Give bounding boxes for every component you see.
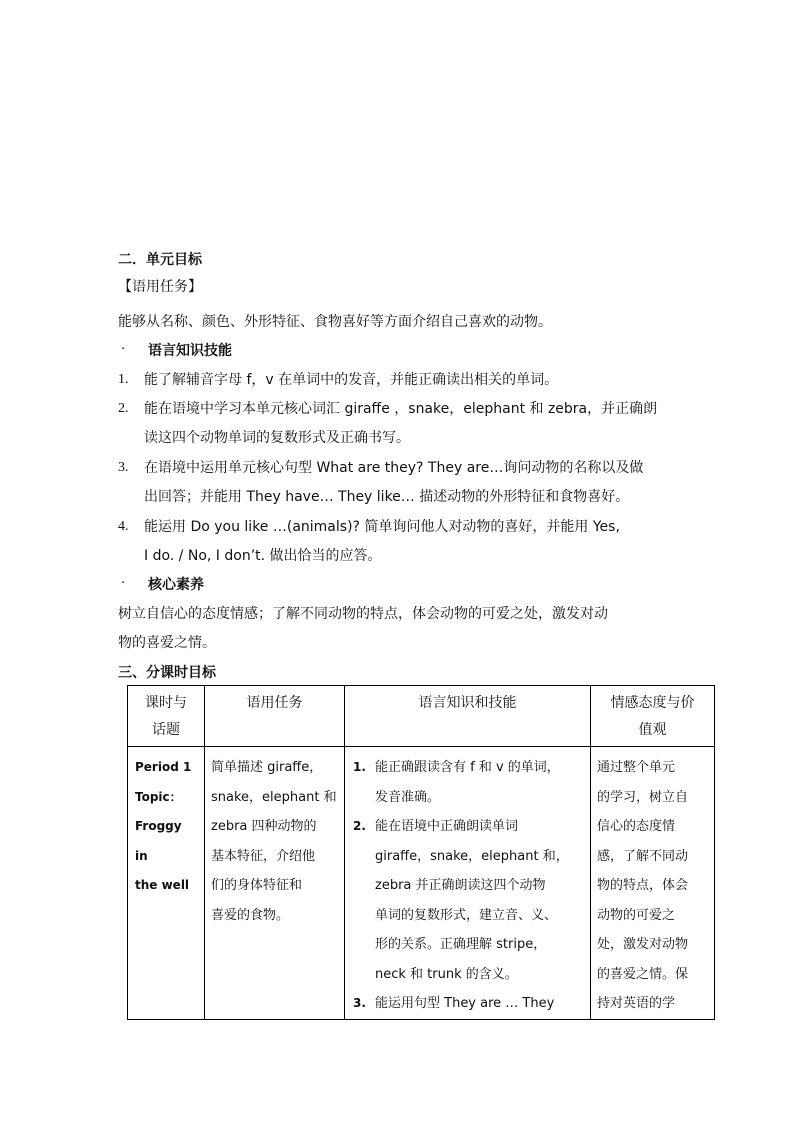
item-number: 1. xyxy=(118,372,129,387)
cell-line: Period 1 xyxy=(135,760,192,774)
item-number: 2. xyxy=(118,401,129,416)
item-line: I do. / No, I don’t. 做出恰当的应答。 xyxy=(144,548,382,564)
cell-line: 形的关系。正确理解 stripe， xyxy=(375,937,547,952)
cell-line: 动物的可爱之 xyxy=(597,907,676,923)
header-text: 话题 xyxy=(152,722,180,738)
cell-line: 发音准确。 xyxy=(375,789,441,805)
list-number: 3. xyxy=(353,996,366,1010)
cell-line: 基本特征，介绍他 xyxy=(211,848,316,864)
cell-line: zebra 并正确朗读这四个动物 xyxy=(375,878,546,893)
literacy-line: 树立自信心的态度情感；了解不同动物的特点，体会动物的可爱之处，激发对动 xyxy=(118,606,608,622)
cell-line: 喜爱的食物。 xyxy=(211,907,290,923)
item-line: 在语境中运用单元核心句型 What are they? They are…询问动物的名称以及做 xyxy=(144,460,644,476)
cell-line: 的喜爱之情。保 xyxy=(597,966,689,982)
literacy-line: 物的喜爱之情。 xyxy=(118,635,216,651)
table-header-row xyxy=(128,686,715,747)
header-cell-period-topic xyxy=(128,686,205,747)
list-item xyxy=(351,753,584,812)
cell-line: Froggy in xyxy=(135,819,182,863)
list-number: 1. xyxy=(353,760,366,774)
header-cell-attitude xyxy=(591,686,715,747)
cell-line: Topic： xyxy=(135,789,182,804)
header-text: 课时与 xyxy=(145,695,187,711)
header-text: 值观 xyxy=(638,722,667,738)
cell-line: 们的身体特征和 xyxy=(211,878,303,893)
header-text: 情感态度与价 xyxy=(610,695,695,711)
header-cell-task xyxy=(205,686,345,747)
list-item xyxy=(351,989,584,1019)
bullet-icon: · xyxy=(121,576,126,591)
literacy-heading: 核心素养 xyxy=(148,577,204,593)
period-topic-cell xyxy=(128,747,205,1020)
cell-line: 处，激发对动物 xyxy=(597,937,689,952)
item-line: 能了解辅音字母 f，v 在单词中的发音，并能正确读出相关的单词。 xyxy=(144,372,559,388)
header-text: 语言知识和技能 xyxy=(418,695,517,711)
cell-line: 持对英语的学 xyxy=(597,996,676,1011)
header-cell-skills xyxy=(345,686,591,747)
cell-line: 能运用句型 They are … They xyxy=(375,996,555,1011)
list-number: 2. xyxy=(353,819,366,833)
cell-line: 能正确跟读含有 f 和 v 的单词， xyxy=(375,760,560,775)
item-line: 能在语境中学习本单元核心词汇 giraffe ，snake，elephant 和 zebra，并正确朗 xyxy=(144,401,658,417)
attitude-cell xyxy=(591,747,715,1020)
skills-list xyxy=(351,753,584,1019)
cell-line: 物的特点，体会 xyxy=(597,878,689,893)
cell-line: 信心的态度情 xyxy=(597,819,676,834)
item-line: 能运用 Do you like …(animals)? 简单询问他人对动物的喜好，并能用 Yes, xyxy=(144,519,620,535)
section-heading-unit-goals: 二．单元目标 xyxy=(118,252,202,268)
table-row xyxy=(128,747,715,1020)
task-tag: 【语用任务】 xyxy=(118,279,202,295)
cell-line: the well xyxy=(135,878,190,892)
cell-line: neck 和 trunk 的含义。 xyxy=(375,966,518,982)
header-text: 语用任务 xyxy=(246,695,303,711)
cell-line: 简单描述 giraffe， xyxy=(211,760,323,775)
cell-line: snake，elephant 和 xyxy=(211,789,337,805)
cell-line: zebra 四种动物的 xyxy=(211,819,317,834)
knowledge-heading: 语言知识技能 xyxy=(148,343,232,359)
cell-line: giraffe，snake，elephant 和， xyxy=(375,848,569,864)
bullet-icon: · xyxy=(121,342,126,357)
cell-line: 通过整个单元 xyxy=(597,760,676,775)
item-line: 出回答；并能用 They have… They like… 描述动物的外形特征和食物喜好。 xyxy=(144,489,630,505)
cell-line: 感，了解不同动 xyxy=(597,848,689,864)
item-number: 4. xyxy=(118,519,129,534)
item-number: 3. xyxy=(118,460,129,475)
task-text: 能够从名称、颜色、外形特征、食物喜好等方面介绍自己喜欢的动物。 xyxy=(118,314,552,330)
list-item xyxy=(351,812,584,989)
cell-line: 单词的复数形式，建立音、义、 xyxy=(375,907,558,923)
item-line: 读这四个动物单词的复数形式及正确书写。 xyxy=(144,430,410,446)
period-goals-table xyxy=(127,685,715,1020)
section-heading-period-goals: 三、分课时目标 xyxy=(118,665,216,681)
task-cell xyxy=(205,747,345,1020)
cell-line: 的学习，树立自 xyxy=(597,789,689,805)
skills-cell xyxy=(345,747,591,1020)
cell-line: 能在语境中正确朗读单词 xyxy=(375,819,519,834)
